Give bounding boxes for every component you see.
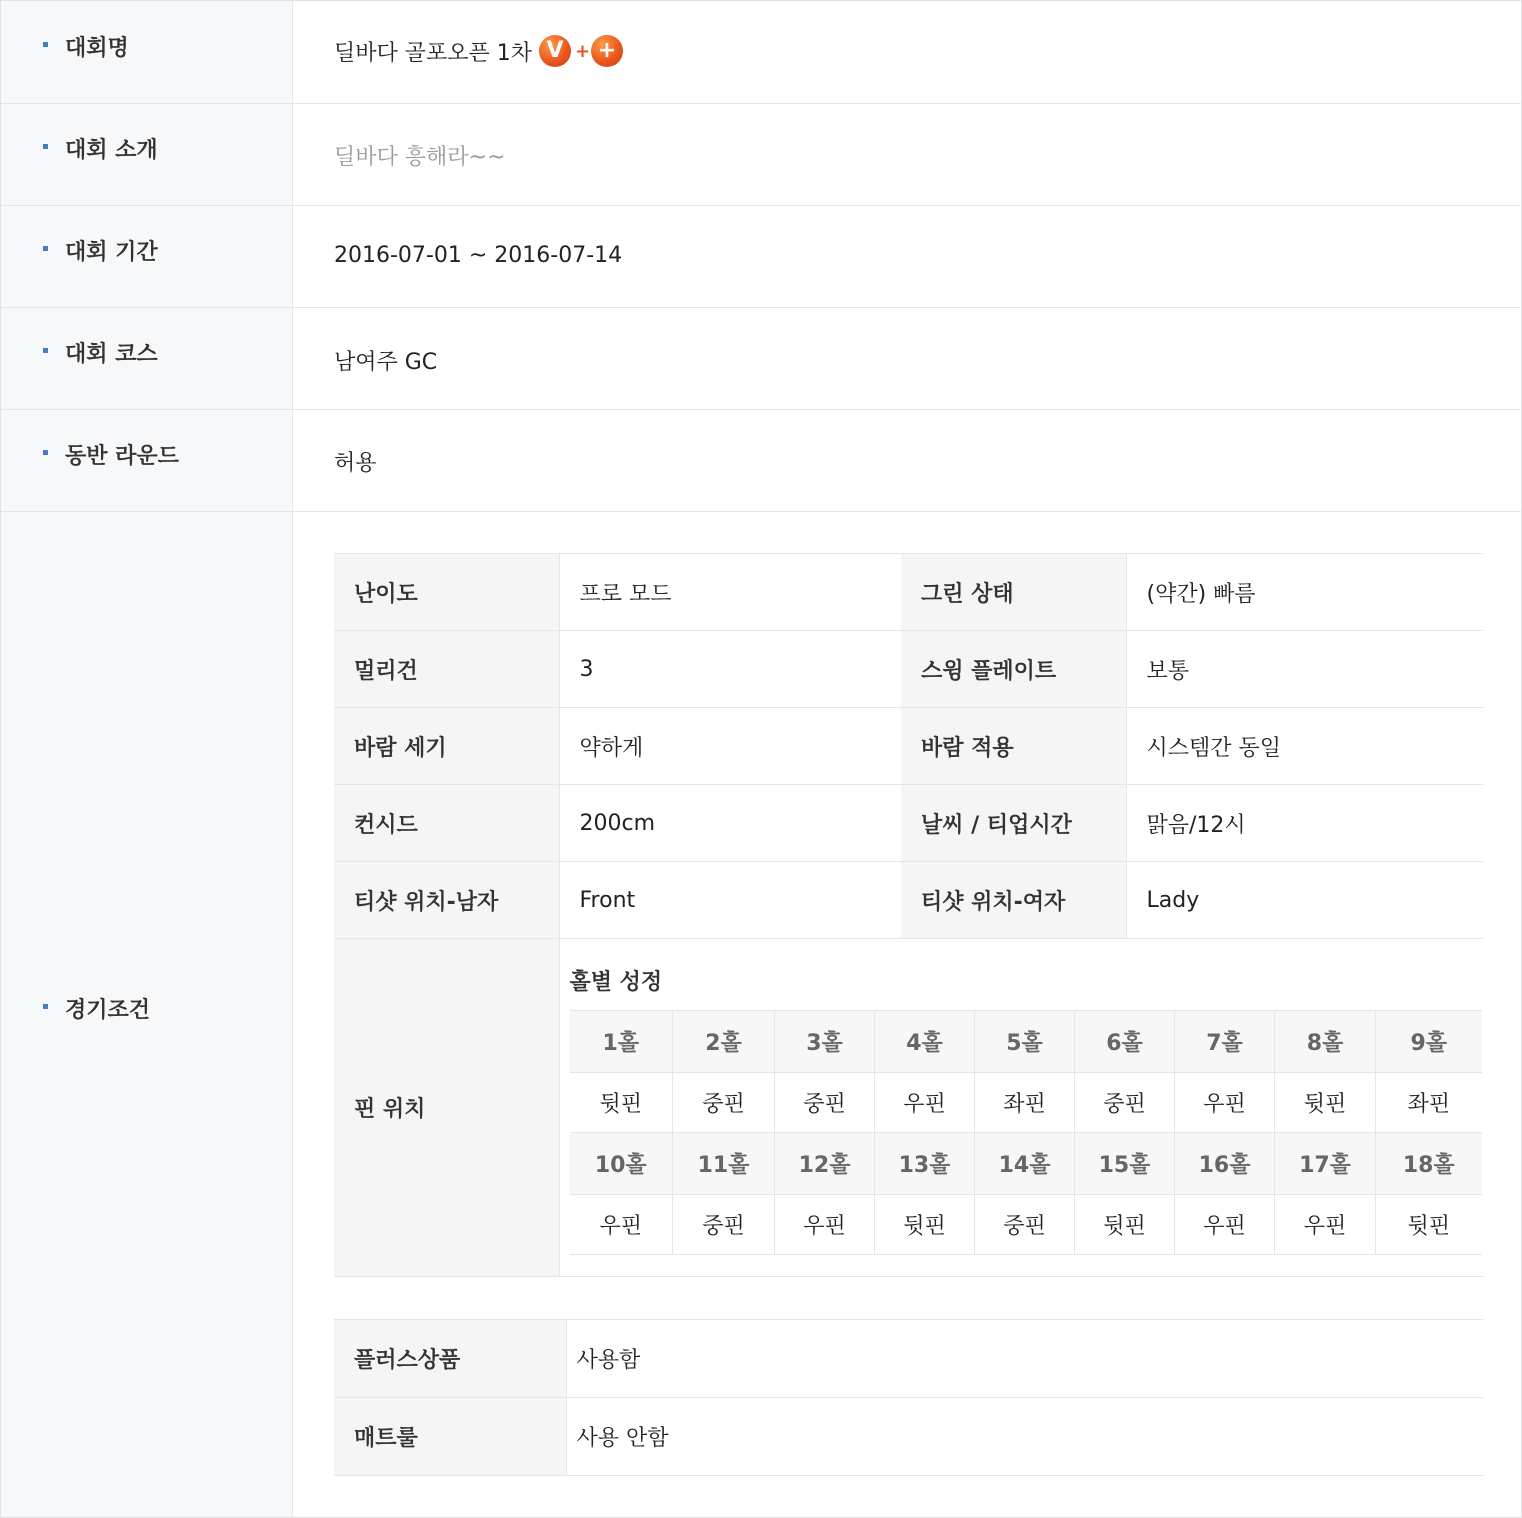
extras-table	[334, 1319, 1483, 1476]
hole-number: 1홀	[570, 1011, 673, 1073]
condition-key: 그린 상태	[901, 554, 1126, 631]
hole-settings-title: 홀별 성정	[569, 970, 663, 995]
value-mat-rule: 사용 안함	[566, 1398, 1483, 1476]
condition-key: 바람 적용	[901, 708, 1126, 785]
back-holes-row	[570, 1133, 1482, 1195]
label-cell	[1, 308, 293, 409]
bullet-icon	[43, 450, 48, 455]
condition-row	[334, 554, 1483, 631]
condition-value: 약하게	[559, 708, 901, 785]
pin-value: 뒷핀	[570, 1073, 673, 1133]
hole-number: 18홀	[1376, 1133, 1482, 1195]
row-tournament-course	[1, 308, 1521, 410]
row-companion-round	[1, 410, 1521, 512]
pin-value: 뒷핀	[1376, 1195, 1482, 1255]
label-plus-product: 플러스상품	[334, 1320, 566, 1398]
value-tournament-name: 딜바다 골포오픈 1차	[334, 41, 532, 66]
hole-number: 2홀	[673, 1011, 775, 1073]
pin-value: 중핀	[673, 1195, 775, 1255]
conditions-table	[334, 553, 1483, 1277]
condition-value: (약간) 빠름	[1126, 554, 1483, 631]
pin-value: 우핀	[1175, 1195, 1275, 1255]
pin-position-label: 핀 위치	[334, 939, 559, 1277]
row-tournament-name	[1, 1, 1521, 104]
hole-number: 16홀	[1175, 1133, 1275, 1195]
bullet-icon	[43, 348, 48, 353]
condition-row	[334, 631, 1483, 708]
condition-value: 시스템간 동일	[1126, 708, 1483, 785]
condition-value: 200cm	[559, 785, 901, 862]
condition-value: 프로 모드	[559, 554, 901, 631]
pin-value: 우핀	[875, 1073, 975, 1133]
label-tournament-period: 대회 기간	[65, 240, 158, 265]
hole-number: 4홀	[875, 1011, 975, 1073]
label-game-conditions: 경기조건	[65, 998, 151, 1023]
hole-number: 13홀	[875, 1133, 975, 1195]
condition-row	[334, 785, 1483, 862]
front-holes-row	[570, 1011, 1482, 1073]
hole-number: 17홀	[1275, 1133, 1376, 1195]
hole-number: 12홀	[775, 1133, 875, 1195]
hole-number: 11홀	[673, 1133, 775, 1195]
pin-position-row	[334, 939, 1483, 1277]
pin-value: 뒷핀	[875, 1195, 975, 1255]
condition-value: Lady	[1126, 862, 1483, 939]
bullet-icon	[43, 1004, 48, 1009]
hole-number: 10홀	[570, 1133, 673, 1195]
hole-number: 9홀	[1376, 1011, 1482, 1073]
hole-number: 15홀	[1075, 1133, 1175, 1195]
bullet-icon	[43, 144, 48, 149]
condition-key: 티샷 위치-여자	[901, 862, 1126, 939]
condition-key: 바람 세기	[334, 708, 559, 785]
condition-key: 스윙 플레이트	[901, 631, 1126, 708]
label-tournament-name: 대회명	[65, 36, 129, 61]
extras-row	[334, 1320, 1483, 1398]
label-mat-rule: 매트룰	[334, 1398, 566, 1476]
plus-badge-icon: +	[591, 35, 623, 67]
hole-number: 3홀	[775, 1011, 875, 1073]
pin-value: 우핀	[1275, 1195, 1376, 1255]
bullet-icon	[43, 246, 48, 251]
pin-value: 뒷핀	[1075, 1195, 1175, 1255]
v-badge-icon: V	[539, 35, 571, 67]
value-plus-product: 사용함	[566, 1320, 1483, 1398]
value-companion-round: 허용	[334, 451, 377, 476]
condition-key: 날씨 / 티업시간	[901, 785, 1126, 862]
condition-row	[334, 862, 1483, 939]
row-tournament-period	[1, 206, 1521, 308]
pin-value: 우핀	[1175, 1073, 1275, 1133]
extras-row	[334, 1398, 1483, 1476]
label-cell	[1, 1, 293, 103]
pin-value: 중핀	[1075, 1073, 1175, 1133]
pin-position-cell	[559, 939, 1483, 1277]
pin-value: 우핀	[570, 1195, 673, 1255]
hole-number: 14홀	[975, 1133, 1075, 1195]
condition-key: 티샷 위치-남자	[334, 862, 559, 939]
row-tournament-intro	[1, 104, 1521, 206]
hole-number: 8홀	[1275, 1011, 1376, 1073]
front-pins-row	[570, 1073, 1482, 1133]
holes-table	[570, 1010, 1482, 1255]
value-tournament-intro: 딜바다 흥해라~~	[334, 145, 506, 170]
hole-number: 7홀	[1175, 1011, 1275, 1073]
condition-value: 3	[559, 631, 901, 708]
label-cell	[1, 206, 293, 307]
pin-value: 좌핀	[975, 1073, 1075, 1133]
pin-value: 중핀	[975, 1195, 1075, 1255]
pin-value: 중핀	[775, 1073, 875, 1133]
value-tournament-course: 남여주 GC	[334, 350, 438, 375]
plus-mini-icon: +	[575, 41, 591, 62]
value-tournament-period: 2016-07-01 ~ 2016-07-14	[334, 243, 623, 268]
label-cell	[1, 410, 293, 511]
label-companion-round: 동반 라운드	[65, 444, 179, 469]
pin-value: 중핀	[673, 1073, 775, 1133]
label-cell	[1, 512, 293, 1517]
condition-key: 난이도	[334, 554, 559, 631]
condition-key: 멀리건	[334, 631, 559, 708]
bullet-icon	[43, 42, 48, 47]
condition-value: Front	[559, 862, 901, 939]
condition-row	[334, 708, 1483, 785]
back-pins-row	[570, 1195, 1482, 1255]
hole-number: 5홀	[975, 1011, 1075, 1073]
label-tournament-intro: 대회 소개	[65, 138, 158, 163]
pin-value: 좌핀	[1376, 1073, 1482, 1133]
badge-group	[539, 35, 629, 69]
pin-value: 뒷핀	[1275, 1073, 1376, 1133]
condition-value: 보통	[1126, 631, 1483, 708]
hole-number: 6홀	[1075, 1011, 1175, 1073]
label-cell	[1, 104, 293, 205]
condition-value: 맑음/12시	[1126, 785, 1483, 862]
pin-value: 우핀	[775, 1195, 875, 1255]
condition-key: 컨시드	[334, 785, 559, 862]
label-tournament-course: 대회 코스	[65, 342, 158, 367]
